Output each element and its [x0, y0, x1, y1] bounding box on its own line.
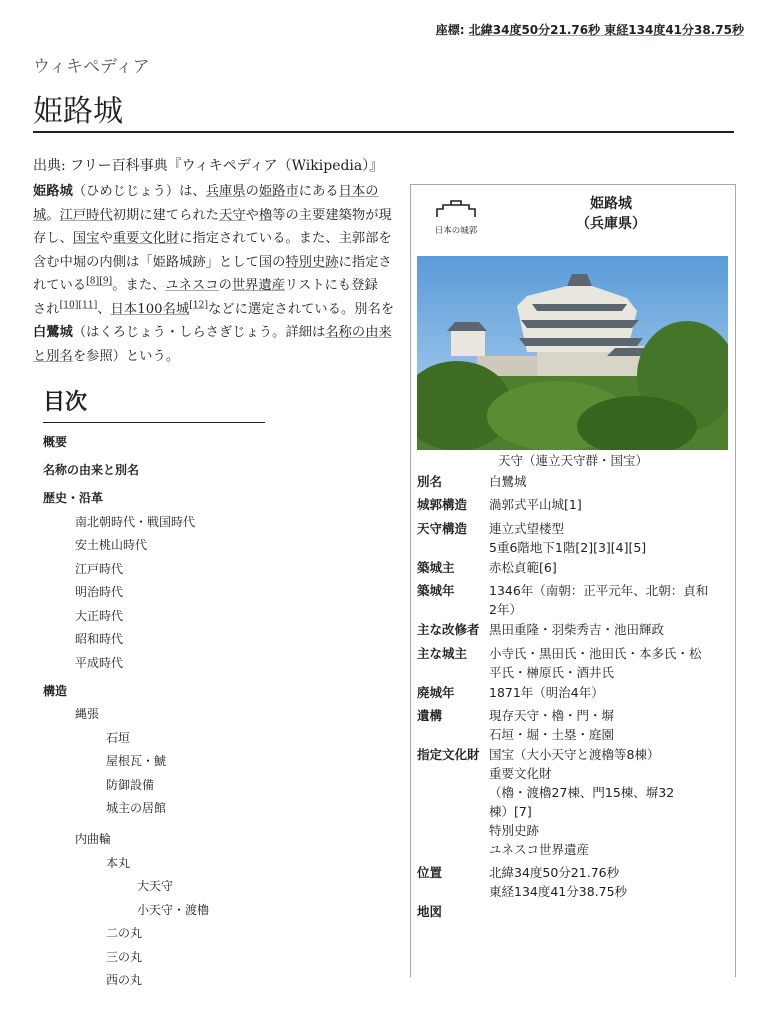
toc-item[interactable]: 三の丸	[106, 949, 143, 964]
toc-item[interactable]: 安土桃山時代	[75, 538, 148, 552]
infobox-value-line[interactable]: 石垣・堀・土塁・庭園	[489, 727, 615, 742]
toc-item[interactable]: 城主の居館	[106, 801, 167, 815]
infobox-key: 主な改修者	[417, 622, 480, 637]
infobox-value-line[interactable]: ユネスコ世界遺産	[489, 842, 590, 857]
infobox-key: 指定文化財	[417, 747, 480, 762]
infobox-value-line[interactable]: 北緯34度50分21.76秒	[489, 865, 620, 880]
infobox-value	[489, 683, 733, 702]
infobox-value-line[interactable]: 2年）	[489, 602, 522, 617]
source-line: 出典: フリー百科事典『ウィキペディア（Wikipedia）』	[33, 158, 384, 174]
infobox-value-line[interactable]: 東経134度41分38.75秒	[489, 884, 628, 899]
lead-line: 城。江戸時代初期に建てられた天守や櫓等の主要建築物が現	[33, 207, 392, 223]
toc-item[interactable]: 構造	[43, 683, 68, 698]
infobox-value-line[interactable]: 特別史跡	[489, 823, 540, 838]
toc-item[interactable]: 大天守	[137, 879, 174, 893]
infobox-value-line[interactable]: 連立式望楼型	[489, 521, 565, 536]
infobox-title: 姫路城	[590, 196, 632, 212]
toc-item[interactable]: 大正時代	[75, 608, 124, 623]
infobox-value-line[interactable]: （櫓・渡櫓27棟、門15棟、塀32	[489, 785, 675, 800]
infobox-key: 地図	[417, 904, 443, 919]
link-jubun[interactable]: 重要文化財	[112, 231, 180, 246]
toc-heading: 目次	[43, 389, 88, 415]
toc-item[interactable]: 歴史・沿革	[43, 491, 104, 505]
infobox-value-line[interactable]: 黒田重隆・羽柴秀吉・池田輝政	[489, 622, 665, 637]
ref-12[interactable]: [12]	[189, 300, 209, 311]
link-hyogo[interactable]: 兵庫県	[205, 184, 246, 199]
infobox-value-line[interactable]: 小寺氏・黒田氏・池田氏・本多氏・松	[489, 646, 702, 661]
lead-bold-title: 姫路城	[33, 184, 73, 199]
infobox-key: 主な城主	[417, 646, 468, 661]
infobox-key: 築城年	[417, 583, 455, 598]
infobox-value-line[interactable]: 現存天守・櫓・門・塀	[489, 708, 615, 723]
toc-divider	[43, 422, 265, 423]
toc-item[interactable]: 南北朝時代・戦国時代	[75, 514, 196, 529]
ref-8-9[interactable]: [8][9]	[86, 276, 113, 287]
page-title: 姫路城	[33, 94, 123, 129]
toc-item[interactable]: 小天守・渡櫓	[137, 902, 210, 917]
toc-item[interactable]: 本丸	[106, 855, 131, 870]
ref-10-11[interactable]: [10][11]	[59, 300, 98, 311]
infobox	[410, 184, 736, 977]
link-kokuho[interactable]: 国宝	[72, 231, 100, 246]
link-himeji[interactable]: 姫路市	[258, 184, 299, 199]
coordinates-label: 座標	[435, 23, 460, 37]
lead-line: 含む中堀の内側は「姫路城跡」として国の特別史跡に指定さ	[33, 254, 392, 270]
infobox-key: 別名	[417, 474, 443, 489]
japanese-castle-logo-icon	[429, 199, 483, 239]
infobox-key: 天守構造	[417, 521, 468, 536]
infobox-subtitle: （兵庫県）	[576, 216, 646, 232]
link-world-heritage[interactable]: 世界遺産	[231, 278, 286, 293]
link-tokubetsu[interactable]: 特別史跡	[285, 254, 339, 270]
infobox-value-line[interactable]: 白鷺城	[489, 474, 527, 489]
infobox-value-line[interactable]: 棟）[7]	[489, 804, 532, 819]
lead-line: と別名を参照）という。	[33, 348, 180, 364]
svg-text:日本の城郭: 日本の城郭	[434, 226, 478, 236]
infobox-value	[489, 558, 733, 577]
toc-item[interactable]: 概要	[43, 435, 68, 449]
infobox-key: 位置	[417, 865, 443, 880]
link-name-origin-2[interactable]: と別名	[33, 348, 73, 364]
infobox-value	[489, 863, 733, 901]
toc-item[interactable]: 石垣	[106, 730, 131, 745]
toc-item[interactable]: 西の丸	[106, 973, 143, 987]
infobox-value	[489, 472, 733, 491]
infobox-key: 築城主	[417, 560, 455, 575]
infobox-value-line[interactable]: 1871年（明治4年）	[489, 685, 604, 700]
toc-item[interactable]: 縄張	[75, 707, 100, 721]
link-castle[interactable]: 城	[33, 207, 47, 223]
infobox-value-line[interactable]: 渦郭式平山城[1]	[489, 497, 582, 512]
infobox-value	[489, 519, 733, 557]
toc-item[interactable]: 内曲輪	[75, 832, 112, 846]
table-of-contents	[43, 385, 273, 987]
infobox-key: 遺構	[417, 708, 443, 723]
infobox-value-line[interactable]: 1346年（南朝：正平元年、北朝：貞和	[489, 583, 709, 598]
toc-item[interactable]: 名称の由来と別名	[43, 463, 140, 477]
link-name-origin[interactable]: 名称の由来	[325, 325, 392, 340]
lead-bold-alias: 白鷺城	[33, 325, 73, 340]
lead-line: れている[8][9]。また、ユネスコの世界遺産リストにも登録	[33, 276, 378, 293]
infobox-value-line[interactable]: 平氏・榊原氏・酒井氏	[489, 665, 615, 680]
infobox-value-line[interactable]: 赤松貞範[6]	[489, 560, 557, 575]
title-divider	[33, 131, 734, 133]
infobox-value-line[interactable]: 重要文化財	[489, 766, 552, 781]
photo-caption: 天守（連立天守群・国宝）	[497, 453, 648, 468]
infobox-value	[489, 644, 733, 682]
link-yagura[interactable]: 櫓	[258, 207, 273, 223]
toc-item[interactable]: 二の丸	[106, 926, 143, 940]
site-name: ウィキペディア	[33, 57, 150, 77]
toc-item[interactable]: 江戸時代	[75, 561, 124, 576]
infobox-value-line[interactable]: 国宝（大小天守と渡櫓等8棟）	[489, 747, 660, 762]
coordinates-link[interactable]: 北緯34度50分21.76秒 東経134度41分38.75秒	[468, 23, 744, 37]
infobox-key: 廃城年	[417, 685, 455, 700]
lead-line: 姫路城（ひめじじょう）は、兵庫県の姫路市にある日本の	[33, 184, 379, 199]
link-unesco[interactable]: ユネスコ	[165, 278, 219, 293]
infobox-value	[489, 706, 733, 744]
link-tenshu[interactable]: 天守	[219, 207, 246, 223]
lead-line: 存し、国宝や重要文化財に指定されている。また、主郭部を	[33, 231, 392, 246]
lead-line: 白鷺城（はくろじょう・しらさぎじょう。詳細は名称の由来	[33, 325, 392, 340]
infobox-value	[489, 745, 733, 859]
link-edo[interactable]: 江戸時代	[59, 207, 113, 223]
infobox-value	[489, 495, 733, 514]
toc-item[interactable]: 平成時代	[75, 655, 124, 670]
link-japanese-castle[interactable]: 日本の	[338, 184, 379, 199]
toc-item[interactable]: 防御設備	[106, 777, 155, 792]
infobox-value	[489, 620, 733, 639]
toc-item[interactable]: 屋根瓦・鯱	[106, 754, 167, 768]
infobox-value	[489, 581, 733, 619]
castle-photo[interactable]	[417, 256, 728, 450]
lead-paragraph	[33, 180, 397, 368]
infobox-key: 城郭構造	[417, 497, 468, 512]
lead-line: され[10][11]、日本100名城[12]などに選定されている。別名を	[33, 300, 395, 317]
toc-item[interactable]: 明治時代	[75, 585, 124, 599]
coordinates: 座標: 北緯34度50分21.76秒 東経134度41分38.75秒	[435, 23, 744, 37]
infobox-value-line[interactable]: 5重6階地下1階[2][3][4][5]	[489, 540, 647, 555]
link-100-castles[interactable]: 日本100名城	[110, 301, 190, 317]
toc-item[interactable]: 昭和時代	[75, 632, 124, 646]
